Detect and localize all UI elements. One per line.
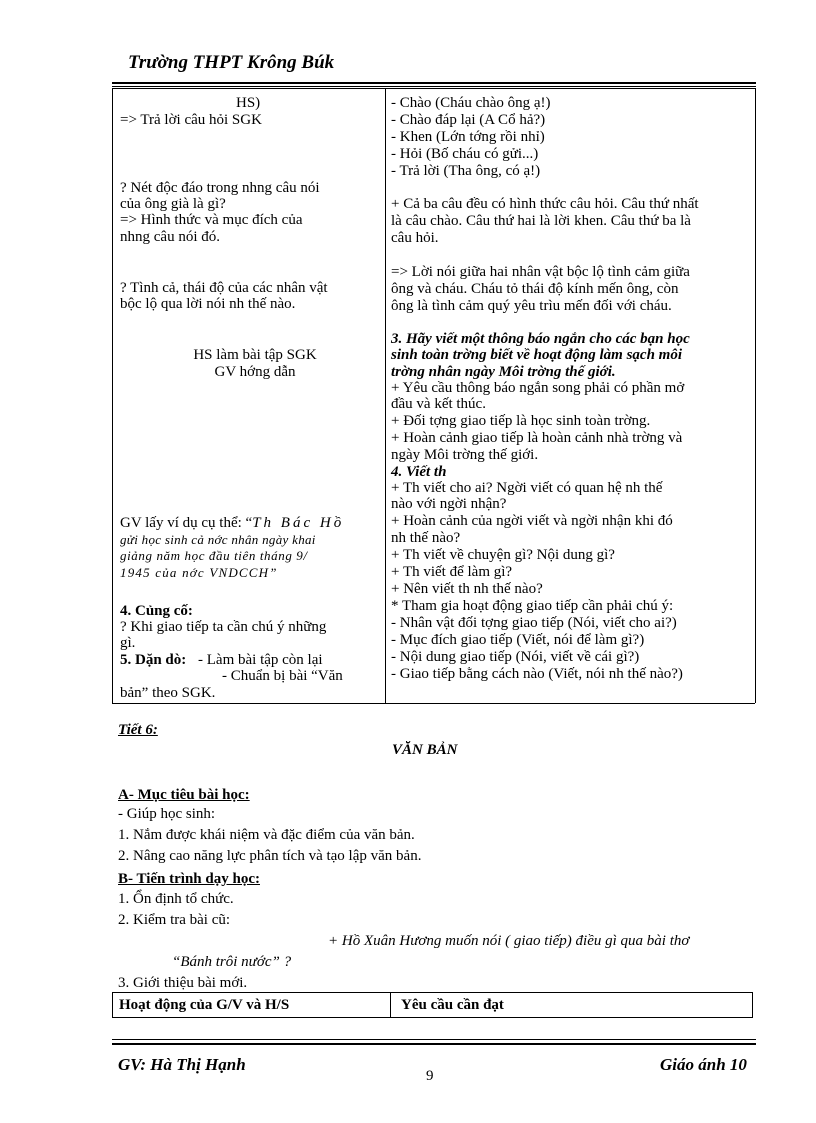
col-activity-header: Hoạt động của G/V và H/S	[119, 997, 290, 1013]
school-header: Trường THPT Krông Búk	[128, 52, 335, 73]
step-2: 2. Kiểm tra bài cũ:	[118, 912, 231, 928]
right-line-24: nh thế nào?	[391, 530, 461, 546]
right-line-11: ông là tình cảm quý yêu trìu mến đối với cháu.	[391, 298, 672, 314]
left-homework-2: - Chuẩn bị bài “Văn	[222, 668, 343, 684]
check-question-1: + Hồ Xuân Hương muốn nói ( giao tiếp) điều gì qua bài thơ	[328, 933, 690, 949]
right-line-22: nào với ngời nhận?	[391, 496, 507, 512]
page-number: 9	[426, 1068, 434, 1084]
right-line-31: - Nội dung giao tiếp (Nói, viết về cái gì?)	[391, 649, 640, 665]
right-line-10: ông và cháu. Cháu tỏ thái độ kính mến ông, còn	[391, 281, 679, 297]
right-line-23: + Hoàn cảnh của ngời viết và ngời nhận khi đó	[391, 513, 673, 529]
left-consolidate-label: 4. Củng cố:	[120, 603, 193, 619]
right-line-12: 3. Hãy viết một thông báo ngắn cho các bạn học	[391, 331, 690, 347]
right-line-15: + Yêu cầu thông báo ngắn song phải có phần mở	[391, 380, 685, 396]
right-line-26: + Th viết để làm gì?	[391, 564, 513, 580]
header-rule	[112, 82, 756, 84]
lesson-plan-label: Giáo ánh 10	[660, 1055, 747, 1074]
left-hs-close: HS)	[236, 95, 261, 111]
right-line-7: là câu chào. Câu thứ hai là lời khen. Câu thứ ba là	[391, 213, 691, 229]
right-line-25: + Th viết về chuyện gì? Nội dung gì?	[391, 547, 615, 563]
step-1: 1. Ổn định tổ chức.	[118, 891, 234, 907]
right-line-21: + Th viết cho ai? Ngời viết có quan hệ nh thế	[391, 480, 663, 496]
right-line-29: - Nhân vật đối tợng giao tiếp (Nói, viết cho ai?)	[391, 615, 677, 631]
left-example-4: 1945 của nớc VNDCCH”	[120, 565, 278, 580]
right-line-20: 4. Viết th	[391, 464, 447, 480]
right-line-16: đầu và kết thúc.	[391, 396, 486, 412]
right-line-8: câu hỏi.	[391, 230, 439, 246]
left-gv-guide: GV hớng dẫn	[214, 364, 296, 380]
table-bottom-border	[112, 703, 755, 704]
goal-heading: A- Mục tiêu bài học:	[118, 787, 250, 803]
table-left-border	[112, 88, 113, 703]
right-line-32: - Giao tiếp bằng cách nào (Viết, nói nh thế nào?)	[391, 666, 683, 682]
right-line-30: - Mục đích giao tiếp (Viết, nói để làm gì?)	[391, 632, 645, 648]
process-heading: B- Tiến trình dạy học:	[118, 871, 260, 887]
left-example-3: giảng năm học đầu tiên tháng 9/	[120, 548, 308, 563]
right-line-5: - Trả lời (Tha ông, có ạ!)	[391, 163, 541, 179]
activity-table-divider	[390, 993, 391, 1017]
teacher-name: GV: Hà Thị Hạnh	[118, 1055, 246, 1074]
left-question-unique-2: của ông già là gì?	[120, 196, 226, 212]
goal-2: 2. Nâng cao năng lực phân tích và tạo lập văn bản.	[118, 848, 422, 864]
table-right-border	[755, 88, 756, 703]
right-line-28: * Tham gia hoạt động giao tiếp cần phải chú ý:	[391, 598, 674, 614]
left-question-feeling-1: ? Tình cả, thái độ của các nhân vật	[120, 280, 328, 296]
left-question-unique-1: ? Nét độc đáo trong nhng câu nói	[120, 180, 320, 196]
left-homework-3: bản” theo SGK.	[120, 685, 216, 701]
table-top-border	[112, 88, 755, 89]
right-line-9: => Lời nói giữa hai nhân vật bộc lộ tình cảm giữa	[391, 264, 690, 280]
right-line-6: + Cả ba câu đều có hình thức câu hỏi. Câu thứ nhất	[391, 196, 699, 212]
right-line-13: sinh toàn trờng biết về hoạt động làm sạch môi	[391, 347, 683, 363]
right-line-4: - Hỏi (Bố cháu có gửi...)	[391, 146, 539, 162]
right-line-1: - Chào (Cháu chào ông ạ!)	[391, 95, 551, 111]
step-3: 3. Giới thiệu bài mới.	[118, 975, 248, 991]
left-form-purpose-1: => Hình thức và mục đích của	[120, 212, 303, 228]
left-example-1a: GV lấy ví dụ cụ thể: “	[120, 515, 253, 531]
right-line-17: + Đối tợng giao tiếp là học sinh toàn trờng.	[391, 413, 651, 429]
right-line-18: + Hoàn cảnh giao tiếp là hoàn cảnh nhà trờng và	[391, 430, 683, 446]
left-example-1	[120, 515, 344, 531]
right-line-27: + Nên viết th nh thế nào?	[391, 581, 543, 597]
left-example-2: gửi học sinh cả nớc nhân ngày khai	[120, 532, 316, 547]
left-consolidate-question-1: ? Khi giao tiếp ta cần chú ý những	[120, 619, 327, 635]
left-homework-row	[120, 652, 323, 668]
right-line-2: - Chào đáp lại (A Cổ hả?)	[391, 112, 546, 128]
left-consolidate-question-2: gì.	[120, 635, 136, 651]
left-example-1b: Th Bác Hồ	[252, 515, 345, 531]
period-heading: Tiết 6:	[118, 722, 158, 738]
left-question-feeling-2: bộc lộ qua lời nói nh thế nào.	[120, 296, 296, 312]
left-form-purpose-2: nhng câu nói đó.	[120, 229, 220, 245]
left-homework-label: 5. Dặn dò:	[120, 652, 187, 668]
header-rule-thin	[112, 86, 756, 87]
check-question-2: “Bánh trôi nước” ?	[172, 954, 292, 970]
col-requirement-header: Yêu cầu cần đạt	[401, 997, 504, 1013]
footer-rule-thin	[112, 1039, 756, 1040]
right-line-14: trờng nhân ngày Môi trờng thế giới.	[391, 364, 616, 380]
left-hs-exercise: HS làm bài tập SGK	[193, 347, 317, 363]
table-column-divider	[385, 88, 386, 703]
goal-intro: - Giúp học sinh:	[118, 806, 216, 822]
right-line-3: - Khen (Lớn tớng rồi nhỉ)	[391, 129, 545, 145]
left-homework-1: - Làm bài tập còn lại	[198, 652, 323, 668]
activity-table-header	[112, 992, 753, 1018]
right-line-19: ngày Môi trờng thế giới.	[391, 447, 539, 463]
lesson-title: VĂN BẢN	[392, 742, 458, 758]
footer-rule	[112, 1043, 756, 1045]
goal-1: 1. Nắm được khái niệm và đặc điểm của văn bản.	[118, 827, 415, 843]
left-answer-sgk: => Trả lời câu hỏi SGK	[120, 112, 262, 128]
